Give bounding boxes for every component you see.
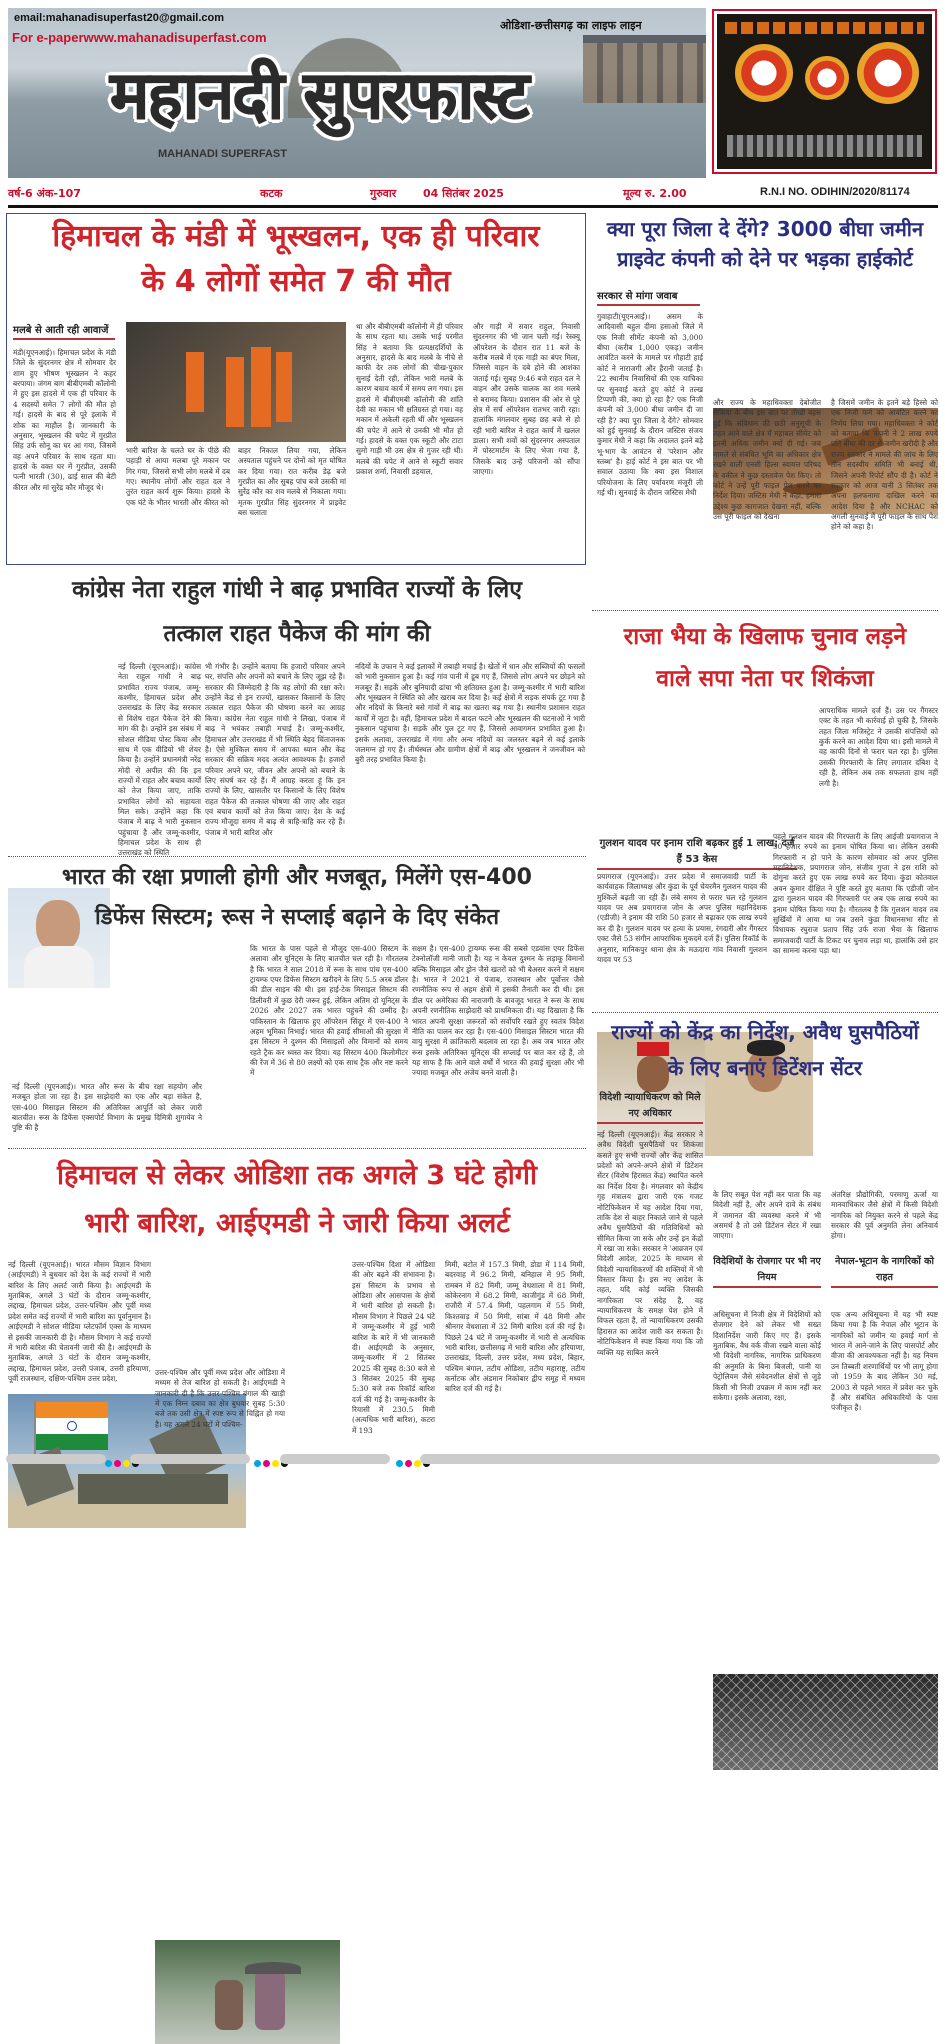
- divider: [8, 1148, 586, 1149]
- story4-subhead: गुलशन यादव पर इनाम राशि बढ़कर हुई 1 लाख; दर्ज हैं 53 केस: [597, 836, 797, 870]
- story3-text-col1: [8, 662, 201, 859]
- city: कटक: [260, 187, 283, 200]
- newspaper-logo: महानदी सुपरफास्ट: [110, 57, 528, 134]
- story4-text-col1: प्रयागराज (यूएनआई)। उत्तर प्रदेश में समाजवादी पार्टी के कार्यवाहक जिलाध्यक्ष और कुंडा के पूर्व चेयरमैन गुलशन यादव की मुश्किलें बढ़ती जा रही हैं। लंबे समय से फरार चल रहे गुलशन यादव पर अब प्रयागराज जोन के अपर पुलिस महानिदेशक (एडीजी) ने इनाम की राशि 50 हजार से बढ़ाकर एक लाख रुपये कर दी है। गुलशन यादव पर हत्या के प्रयास, रंगदारी और गैंगस्टर एक्ट जैसे 53 संगीन आपराधिक मुकदमे दर्ज हैं। पुलिस रिकॉर्ड के अनुसार, मानिकपुर थाना क्षेत्र के मऊदारा गांव निवासी गुलशन यादव पर 53: [597, 872, 767, 964]
- story6-text-col3b: एक अन्य अधिसूचना में यह भी स्पष्ट किया गया है कि नेपाल और भूटान के नागरिकों को जमीन या हवाई मार्ग से भारत में आने-जाने के लिए पासपोर्ट और वीजा की आवश्यकता नहीं है। यह नियम उन तिब्बती शरणार्थियों पर भी लागू होगा जो 1959 के बाद लेकिन 30 मई, 2003 से पहले भारत में प्रवेश कर चुके हैं और संबंधित अधिकारियों के पास पंजीकृत हैं।: [831, 1310, 938, 1413]
- print-bar: [280, 1454, 390, 1464]
- story7-text-col2: उत्तर-पश्चिम और पूर्वी मध्य प्रदेश और ओडिशा में मध्यम से तेज बारिश हो सकती है। आईएमडी ने जानकारी दी है कि उत्तर-पश्चिम बंगाल की खाड़ी में एक निम्न दबाव का क्षेत्र बुधवार सुबह 5:30 बजे तक उसी क्षेत्र में स्पष्ट रूप से चिह्नित हो गया है। यह अगले 24 घंटों में पश्चिम-: [155, 1368, 285, 1429]
- story4-headline[interactable]: [592, 616, 938, 700]
- headline-line: डिफेंस सिस्टम; रूस ने सप्लाई बढ़ाने के दिए संकेत: [95, 905, 499, 930]
- story1-text-col5: और गाड़ी में सवार राहुल, निवासी सुंदरनगर की भी जान चली गई। रेस्क्यू ऑपरेशन के दौरान रात 11 बजे के करीब मलबे में एक गाड़ी का बंपर मिला, जिससे वाहन के दबे होने की आशंका जताई गई। सुबह 9:46 बजे राहत दल ने वाहन और उसके चालक का शव मलबे से बरामद किया। प्रशासन की ओर से पूरे क्षेत्र में सर्च ऑपरेशन रातभर जारी रहा। हालांकि मंगलवार सुबह छह बजे से हो रही भारी बारिश ने राहत कार्य में खलल डाला। सभी शवों को सुंदरनगर अस्पताल में पोस्टमार्टम के लिए भेजा गया है, जिसके बाद उन्हें परिजनों को सौंपा जाएगा।: [473, 322, 580, 477]
- story3-text-col1-body: नई दिल्ली (यूएनआई)। कांग्रेस नेता राहुल गांधी ने बाढ़ प्रभावित राज्य पंजाब, जम्मू-कश्मीर, हिमाचल प्रदेश और उत्तराखंड के लिए केंद्र सरकार से विशेष राहत पैकेज देने की मांग की है। उन्होंने इस संबंध में सोशल मीडिया पोस्ट किया और साथ में एक वीडियो भी शेयर किया है। उन्होंने प्रधानमंत्री नरेंद्र मोदी से अपील की कि इन राज्यों में राहत और बचाव कार्यों को तेज किया जाए, ताकि प्रभावित लोगों को सहायता मिल सके। उन्होंने कहा कि पंजाब में बाढ़ ने भारी नुकसान पहुंचाया है और जम्मू-कश्मीर, हिमाचल प्रदेश के साथ ही उत्तराखंड को स्थिति: [118, 662, 201, 858]
- story3-text-col3: नदियों के उफान ने कई इलाकों में तबाही मचाई है। खेतों में धान और सब्जियों की फसलों को भारी नुकसान हुआ है। कई गांव पानी में डूब गए हैं, जिससे लोग अपने घर छोड़ने को मजबूर हैं। सड़कें और बुनियादी ढांचा भी क्षतिग्रस्त हुआ है। जम्मू-कश्मीर में भारी बारिश और भूस्खलन ने स्थिति को और खराब कर दिया है। कई क्षेत्रों में सड़क संपर्क टूट गया है और नदियों के किनारे बसे गांवों में बाढ़ का खतरा बढ़ गया है। स्थानीय प्रशासन राहत कार्यों में जुटा है। वहीं, हिमाचल प्रदेश में बादल फटने और भूस्खलन की घटनाओं ने भारी नुकसान पहुंचाया है। सड़कें और पुल टूट गए हैं, जिससे आवागमन प्रभावित हुआ है। इसके अलावा, उत्तराखंड में गंगा और अन्य नदियों का जलस्तर बढ़ने से कई इलाके जलमग्न हो गए हैं। तीर्थस्थल और ग्रामीण क्षेत्रों में बाढ़ और भूस्खलन ने जनजीवन को बुरी तरह प्रभावित किया है।: [355, 662, 585, 765]
- divider: [592, 1012, 938, 1013]
- headline-line: तत्काल राहत पैकेज की मांग की: [163, 621, 431, 647]
- rescue-photo: [126, 322, 346, 442]
- story5-text-col2: कि भारत के पास पहले से मौजूद एस-400 सिस्टम के अलावा और यूनिट्स के लिए बातचीत चल रही है। गौरतलब है कि भारत ने साल 2018 में रूस के साथ पांच एस-400 ट्रायम्फ एयर डिफेंस सिस्टम खरीदने के लिए 5.5 अरब डॉलर की डील साइन की थी। इस हाई-टेक मिसाइल सिस्टम की डिलीवरी में कुछ देरी जरूर हुई, लेकिन अंतिम दो यूनिट्स के 2026 और 2027 तक भारत पहुंचने की उम्मीद है। पाकिस्तान के खिलाफ हुए ऑपरेशन सिंदूर में एस-400 ने अहम भूमिका निभाई। भारत की हवाई सीमाओं की सुरक्षा में इस सिस्टम ने दुश्मन की मिसाइलों और विमानों को समय रहते ट्रैक कर ध्वस्त कर दिया। यह सिस्टम 400 किलोमीटर की रेंज में 36 से 80 लक्ष्यों को एक साथ ट्रैक और नष्ट करने में: [250, 944, 408, 1078]
- headline-line: के 4 लोगों समेत 7 की मौत: [141, 264, 451, 299]
- rni-number: R.N.I NO. ODIHIN/2020/81174: [760, 186, 910, 198]
- rain-photo: [155, 1940, 340, 2044]
- story1-text-col4: था और बीबीएमबी कॉलोनी में ही परिवार के साथ रहता था। उसके भाई परमीत सिंह ने बताया कि प्रत्यक्षदर्शियों के अनुसार, हादसे के बाद मलबे के नीचे से काफी देर तक लोगों की चीख-पुकार सुनाई देती रही, लेकिन भारी मलबे के कारण बचाव कार्य में समय लग गया। इस हादसे में बीबीएमबी कॉलोनी की शांति देवी का मकान भी क्षतिग्रस्त हो गया। वह मकान में अकेली रहती थीं और भूस्खलन की चपेट में आने से उनकी भी मौत हो गई। हादसे के वक्त एक स्कूटी और टाटा सुमो गाड़ी भी उस क्षेत्र से गुजर रही थी। मलबे की चपेट में आने से स्कूटी सवार प्रकाश शर्मा, निवासी डहयाल,: [356, 322, 463, 477]
- story1-text-col2: भारी बारिश के चलते घर के पीछे की पहाड़ी से आया मलबा पूरे मकान पर गिर गया, जिससे सभी लोग मलबे में दब गए। स्थानीय लोगों और राहत दल ने तुरंत राहत कार्य शुरू किया। हादसे के एक घंटे के भीतर भारती और कीरत को: [126, 446, 230, 507]
- story7-text-col4: मिमी, बटोत में 157.3 मिमी, डोडा में 114 मिमी, बदरवाह में 96.2 मिमी, बनिहाल में 95 मिमी, रामबन में 82 मिमी, जम्मू वेधशाला में 81 मिमी, कोकेरनाग में 68.2 मिमी, काजीगुंड में 68 मिमी, राजौरी में 57.4 मिमी, पहलगाम में 55 मिमी, किश्तवाड़ में 50 मिमी, सांबा में 48 मिमी और श्रीनगर वेधशाला में 32 मिमी बारिश दर्ज की गई है। पिछले 24 घंटे में जम्मू-कश्मीर में भारी से अत्यधिक भारी बारिश, छत्तीसगढ़ में भारी बारिश और हरियाणा, उत्तराखंड, दिल्ली, उत्तर प्रदेश, मध्य प्रदेश, बिहार, पश्चिम बंगाल, तटीय ओडिशा, तटीय महाराष्ट्र, तटीय कर्नाटक और अंडमान निकोबार द्वीप समूह में मध्यम बारिश दर्ज की गई है।: [445, 1260, 585, 1394]
- story4-text-top: आपराधिक मामले दर्ज हैं। उस पर गैंगस्टर एक्ट के तहत भी कार्रवाई हो चुकी है, जिसके तहत जिला मजिस्ट्रेट ने उसकी संपत्तियों को कुर्क करने का आदेश दिया था। इसी मामले में वह काफी दिनों से फरार चल रहा है। पुलिस उसकी गिरफ्तारी के लिए लगातार दबिश दे रही है, लेकिन अब तक सफलता हाथ नहीं लगी है।: [819, 706, 938, 788]
- email-address[interactable]: email:mahanadisuperfast20@gmail.com: [14, 12, 225, 24]
- epaper-link[interactable]: For e-paperwww.mahanadisuperfast.com: [12, 30, 267, 45]
- headline-line: वाले सपा नेता पर शिकंजा: [656, 666, 874, 692]
- headline-line: राजा भैया के खिलाफ चुनाव लड़ने: [623, 624, 907, 650]
- tagline: ओडिशा-छत्तीसगढ़ का लाइफ लाइन: [500, 19, 642, 32]
- story1-text-col1: मंडी(यूएनआई)। हिमाचल प्रदेश के मंडी जिले के सुंदरनगर क्षेत्र में सोमवार देर शाम हुए भीषण भूस्खलन ने कहर बरपाया। जंगम बाग बीबीएमबी कॉलोनी में हुए इस हादसे में एक ही परिवार के 4 सदस्यों समेत 7 लोगों की मौत हो गई। हादसे के बाद से पूरे इलाके में शोक का माहौल है। जानकारी के अनुसार, भूस्खलन की चपेट में गुरप्रीत सिंह उर्फ सोनू का घर आ गया, जिसमें वह अपने परिवार के साथ रहता था। हादसे के वक्त घर में गुरप्रीत, उसकी पत्नी भारती (30), ढाई साल की बेटी कीरत और मां सुरेंद्र कौर मौजूद थे।: [13, 348, 116, 492]
- story2-text-col1: गुवाहाटी(यूएनआई)। असम के आदिवासी बहुल दीमा हसाओ जिले में एक निजी सीमेंट कंपनी को 3,000 बीघा (करीब 1,000 एकड़) जमीन आवंटित करने के मामले पर गौहाटी हाई कोर्ट ने नाराजगी और हैरानी जताई है। 22 स्थानीय निवासियों की एक याचिका पर सुनवाई करते हुए कोर्ट ने तल्ख टिप्पणी की, क्या हो रहा है? एक निजी कंपनी को 3,000 बीघा जमीन दी जा रही है? क्या पूरा जिला दे देंगे? सोमवार को हुई सुनवाई के दौरान जस्टिस संजय कुमार मेधी ने कहा कि अदालत इतने बड़े भू-भाग के आवंटन से 'परेशान और स्तब्ध' है। हाई कोर्ट ने इस बात पर भी सवाल उठाया कि क्या इस विशाल परियोजना के लिए पर्यावरण मंजूरी ली गई थी। सुनवाई के दौरान जस्टिस मेधी: [597, 312, 703, 498]
- story7-text-col1: नई दिल्ली (यूएनआई)। भारत मौसम विज्ञान विभाग (आईएमडी) ने बुधवार को देश के कई राज्यों में भारी बारिश के लिए अलर्ट जारी किया है। आईएमडी के मुताबिक, अगले 3 घंटों के दौरान जम्मू-कश्मीर, लद्दाख, हिमाचल प्रदेश, उत्तर-पश्चिम और पूर्वी मध्य प्रदेश समेत कई राज्यों में भारी बारिश का पूर्वानुमान है। आईएमडी ने सोशल मीडिया प्लेटफॉर्म एक्स के माध्यम से इसकी जानकारी दी है। मौसम विभाग ने कई राज्यों में भारी बारिश की चेतावनी जारी की है। आईएमडी के मुताबिक, अगले 3 घंटों के दौरान जम्मू-कश्मीर, लद्दाख, हिमाचल प्रदेश, उत्तरी पंजाब, उत्तरी हरियाणा, पूर्वी राजस्थान, दक्षिण-पश्चिम उत्तर प्रदेश,: [8, 1260, 151, 1383]
- story7-headline[interactable]: [8, 1152, 586, 1248]
- headline-line: भारी बारिश, आईएमडी ने जारी किया अलर्ट: [84, 1208, 510, 1239]
- detention-center-photo: [713, 1674, 938, 1770]
- story6-text-col2b: अधिसूचना में निजी क्षेत्र में विदेशियों को रोजगार देने को लेकर भी सख्त दिशानिर्देश जारी किए गए हैं। इसके मुताबिक, वैध वर्क वीजा रखने वाला कोई भी विदेशी नागरिक, नागरिक प्राधिकरण की अनुमति के बिना बिजली, पानी या पेट्रोलियम जैसे संवेदनशील क्षेत्रों से जुड़े किसी भी निजी उपक्रम में काम नहीं कर सकेगा। इसके अलावा, रक्षा,: [713, 1310, 821, 1402]
- issue-info-bar: [8, 186, 938, 204]
- story6-text-col1: नई दिल्ली (यूएनआई)। केंद्र सरकार ने अवैध विदेशी घुसपैठियों पर शिकंजा कसते हुए सभी राज्यों और केंद्र शासित प्रदेशों को अपने-अपने क्षेत्रों में डिटेंशन सेंटर (विशेष हिरासत केंद्र) स्थापित करने का निर्देश दिया है। मंगलवार को केंद्रीय गृह मंत्रालय द्वारा जारी एक गजट नोटिफिकेशन में यह आदेश दिया गया, ताकि देश से बाहर निकाले जाने से पहले अवैध घुसपैठियों की गतिविधियों को सीमित किया जा सके और उन्हें इन केंद्रों में रखा जा सके। सरकार ने 'आव्रजन एवं विदेशी आदेश, 2025 के माध्यम से विदेशी न्यायाधिकरणों की शक्तियों में भी विस्तार किया है। इस नए आदेश के तहत, यदि कोई व्यक्ति जिसकी नागरिकता पर संदेह है, वह न्यायाधिकरण के समक्ष पेश होने में विफल रहता है, तो न्यायाधिकरण उसकी हिरासत का आदेश जारी कर सकता है। नोटिफिकेशन में स्पष्ट किया गया कि जो व्यक्ति यह साबित करने: [597, 1130, 703, 1357]
- jagannath-image: [712, 9, 937, 174]
- headline-line: भारत की रक्षा प्रणाली होगी और मजबूत, मिलेंगे एस-400: [62, 865, 532, 890]
- print-bar: [130, 1454, 250, 1464]
- story2-subhead: सरकार से मांगा जवाब: [597, 288, 700, 306]
- headline-line: क्या पूरा जिला दे देंगे? 3000 बीघा जमीन: [606, 217, 924, 241]
- story2-text-col3: है जिसमें जमीन के इतने बड़े हिस्से को एक निजी फर्म को आवंटित करने का निर्णय लिया गया। महाधिवक्ता ने कोर्ट को बताया कि कंपनी ने 2 लाख रुपये प्रति बीघा की दर से जमीन खरीदी है और राज्य सरकार ने मामले की जांच के लिए तीन सदस्यीय समिति भी बनाई थी, जिसने अपनी रिपोर्ट सौंप दी है। कोर्ट ने सरकार को आज यानी 3 सितंबर तक अपना हलफनामा दाखिल करने का आदेश दिया है और NCHAC को अगली सुनवाई में पूरी फाइल के साथ पेश होने को कहा है।: [831, 398, 938, 532]
- header-rule: [8, 205, 938, 208]
- headline-line: कांग्रेस नेता राहुल गांधी ने बाढ़ प्रभावित राज्यों के लिए: [72, 577, 522, 603]
- price: मूल्य रु. 2.00: [623, 187, 687, 200]
- dam-photo: [583, 43, 706, 103]
- headline-line: हिमाचल के मंडी में भूस्खलन, एक ही परिवार: [52, 219, 540, 254]
- story3-text-col2: भी गंभीर है। उन्होंने बताया कि हजारों परिवार अपने घर, संपत्ति और अपनों को बचाने के लिए जूझ रहे हैं। सरकार की जिम्मेदारी है कि वह लोगों की रक्षा करे। उन्होंने केंद्र से इन राज्यों, खासकर किसानों के लिए तत्काल राहत पैकेज की घोषणा करने का आग्रह किया। कांग्रेस नेता राहुल गांधी ने लिखा, पंजाब में बाढ़ ने भयंकर तबाही मचाई है। जम्मू-कश्मीर, हिमाचल और उत्तराखंड में भी स्थिति बेहद चिंताजनक है। ऐसे मुश्किल समय में आपका ध्यान और केंद्र सरकार की सक्रिय मदद अत्यंत आवश्यक है। हजारों परिवार अपने घर, जीवन और अपनों को बचाने के लिए संघर्ष कर रहे हैं। मैं आग्रह करता हूं कि इन राज्यों के लिए, खासतौर पर किसानों के लिए विशेष राहत पैकेज की तत्काल घोषणा की जाए और राहत एवं बचाव कार्यों को तेज किया जाए। देश के कई राज्य मौजूदा समय में बाढ़ से त्राहि-त्राहि कर रहे हैं। पंजाब में भारी बारिश और: [205, 662, 345, 837]
- story6-headline[interactable]: [592, 1014, 938, 1086]
- headline-line: के लिए बनाएं डिटेंशन सेंटर: [667, 1056, 863, 1080]
- story5-text-col3: सक्षम है। एस-400 ट्रायम्फ रूस की सबसे एडवांस एयर डिफेंस टेक्नोलॉजी मानी जाती है। यह न केवल दुश्मन के लड़ाकू विमानों बल्कि मिसाइल और ड्रोन जैसे खतरों को भी बेअसर करने में सक्षम है। भारत ने 2021 से पंजाब, राजस्थान और पूर्वोत्तर जैसे रणनीतिक रूप से अहम क्षेत्रों में इसकी तैनाती कर दी थी। इस डील पर अमेरिका की नाराजगी के बावजूद भारत ने रूस के साथ अपनी रणनीतिक साझेदारी को प्राथमिकता दी। यह दिखाता है कि भारत अपनी सुरक्षा जरूरतों को सर्वोपरि रखते हुए स्वतंत्र विदेश नीति का पालन कर रहा है। एस-400 मिसाइल सिस्टम भारत की वायु सुरक्षा में क्रांतिकारी बदलाव ला रहा है। अब जब भारत और रूस इसके अतिरिक्त यूनिट्स की सप्लाई पर बात कर रहे हैं, तो यह साफ है कि आने वाले वर्षों में भारत की हवाई सुरक्षा और भी ज्यादा मजबूत और अजेय बनने वाली है।: [412, 944, 584, 1078]
- divider: [8, 856, 586, 857]
- story1-headline[interactable]: [10, 214, 582, 304]
- divider: [592, 610, 938, 611]
- story6-text-col3a: अंतरिक्ष प्रौद्योगिकी, परमाणु ऊर्जा या मानवाधिकार जैसे क्षेत्रों में किसी विदेशी नागरिक को नियुक्त करने से पहले केंद्र सरकार की पूर्व अनुमति लेना अनिवार्य होगा।: [831, 1190, 938, 1241]
- story1-text-col3: बाहर निकाल लिया गया, लेकिन अस्पताल पहुंचने पर दोनों को मृत घोषित कर दिया गया। रात करीब डेढ़ बजे गुरप्रीत का और सुबह पांच बजे उसकी मां सुरेंद्र कौर का शव मलबे से निकाला गया। मृतक गुरप्रीत सिंह सुंदरनगर में प्राइवेट बस चलाता: [238, 446, 346, 518]
- newspaper-logo-english: MAHANADI SUPERFAST: [158, 148, 287, 160]
- headline-line: प्राइवेट कंपनी को देने पर भड़का हाईकोर्ट: [617, 247, 913, 271]
- headline-line: राज्यों को केंद्र का निर्देश, अवैध घुसपैठियों: [611, 1020, 919, 1044]
- story6-subhead1: विदेशी न्यायाधिकरण को मिले नए अधिकार: [597, 1090, 703, 1124]
- story6-subhead3: नेपाल-भूटान के नागरिकों को राहत: [831, 1254, 938, 1288]
- story6-subhead2: विदेशियों के रोजगार पर भी नए नियम: [713, 1254, 821, 1288]
- story7-text-col3: [290, 1260, 435, 1436]
- story3-headline[interactable]: [8, 568, 586, 656]
- story7-text-col3-body: उत्तर-पश्चिम दिशा में ओडिशा की ओर बढ़ने की संभावना है। इस सिस्टम के प्रभाव से ओडिशा और आसपास के क्षेत्रों में भारी बारिश हो सकती है। मौसम विभाग ने पिछले 24 घंटे में जम्मू-कश्मीर में हुई भारी बारिश के बारे में भी जानकारी दी। आईएमडी के अनुसार, जम्मू-कश्मीर में 2 सितंबर 2025 की सुबह 8:30 बजे से 3 सितंबर 2025 की सुबह 5:30 बजे तक रिकॉर्ड बारिश दर्ज की गई है। जम्मू-कश्मीर के रियासी में 230.5 मिमी (अत्यधिक भारी बारिश), कटरा में 193: [352, 1260, 435, 1435]
- volume-issue: वर्ष-6 अंक-107: [8, 187, 81, 200]
- print-bar: [420, 1454, 940, 1464]
- weekday: गुरुवार: [370, 187, 397, 200]
- story6-text-col2a: के लिए सबूत पेश नहीं कर पाता कि वह विदेशी नहीं है, और अपने दावे के संबंध में जमानत की व्यवस्था करने में भी असमर्थ है तो उसे डिटेंशन सेंटर में रखा जाएगा।: [713, 1190, 821, 1241]
- story5-text-col1: नई दिल्ली (यूएनआई)। भारत और रूस के बीच रक्षा सहयोग और मजबूत होता जा रहा है। इस साझेदारी का एक और बड़ा संकेत है, एस-400 मिसाइल सिस्टम की अतिरिक्त आपूर्ति को लेकर जारी बातचीत। रूस के डिफेंस एक्सपोर्ट विभाग के प्रमुख दिमित्री शुगायेव ने पुष्टि की है: [12, 1082, 202, 1133]
- headline-line: हिमाचल से लेकर ओडिशा तक अगले 3 घंटे होगी: [56, 1160, 537, 1191]
- story1-subhead: मलबे से आती रही आवाजें: [13, 322, 115, 340]
- issue-date: 04 सितंबर 2025: [423, 187, 504, 200]
- story4-text-col2: पहले गुलशन यादव की गिरफ्तारी के लिए आईजी प्रयागराज ने 50 हजार रुपये का इनाम घोषित किया था। लेकिन उसकी गिरफ्तारी न हो पाने के कारण सोमवार को अपर पुलिस महानिदेशक, प्रयागराज जोन, संजीव गुप्ता ने इस राशि को दोगुना करते हुए एक लाख रुपये कर दिया। कुंडा कोतवाल अवन कुमार दीक्षित ने पुष्टि करते हुए बताया कि एडीजी जोन द्वारा गुलशन यादव की गिरफ्तारी पर अब एक लाख रुपये का इनाम घोषित किया गया है। गौरतलब है कि गुलशन यादव तब सुर्खियों में आया था जब उसने कुंडा विधानसभा सीट से विधायक रघुराज प्रताप सिंह उर्फ राजा भैया के खिलाफ समाजवादी पार्टी के टिकट पर चुनाव लड़ा था, हालांकि उसे हार का सामना करना पड़ा था।: [773, 832, 938, 955]
- story2-headline[interactable]: [592, 214, 938, 274]
- story2-text-col2: और राज्य के महाधिवक्ता देबोजीत सैकिया के बीच इस बात पर तीखी बहस हुई कि संविधान की छठी अनुसूची के तहत आने वाले क्षेत्र में महाबल सीमेंट को इतनी अधिक जमीन क्यों दी गई। जब मामले से संबंधित भूमि का अधिकार क्षेत्र रखने वाली एनसी हिल्स स्वायत्त परिषद के वकील ने कुछ दस्तावेज पेश किए। तो कोर्ट ने उन्हें पूरी फाइल पेश करने का निर्देश दिया। जस्टिस मेधी ने कहा, हमारा उद्देश्य कुछ कागजात देखना नहीं, बल्कि उस पूरी फाइल को देखना: [713, 398, 821, 521]
- print-bar: [6, 1454, 106, 1464]
- story5-headline[interactable]: [8, 858, 586, 938]
